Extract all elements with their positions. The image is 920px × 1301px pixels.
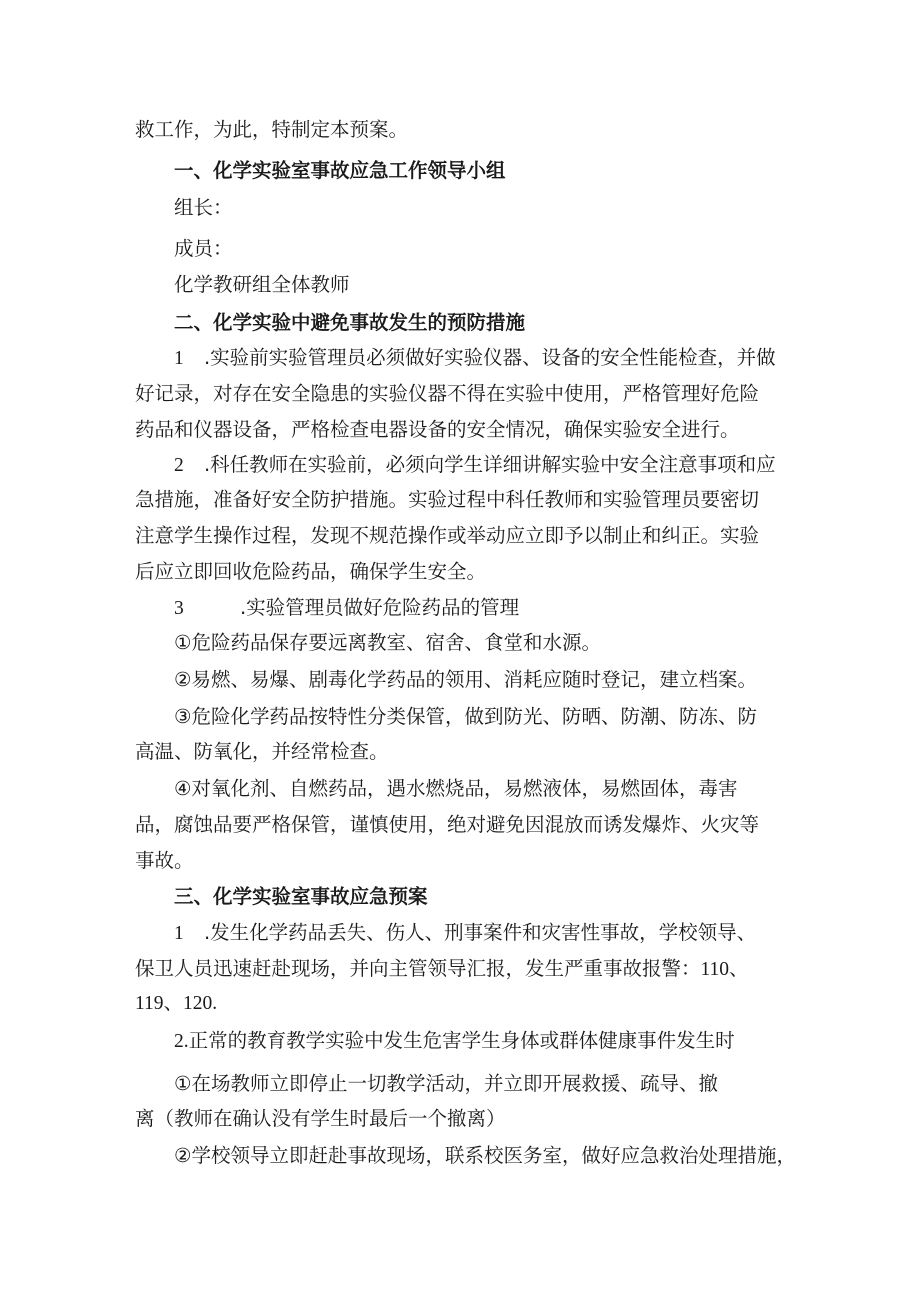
paragraph-line [174, 595, 519, 622]
paragraph-line [174, 1028, 735, 1055]
list-item: ②易燃、易爆、剧毒化学药品的领用、消耗应随时登记，建立档案。 [174, 668, 757, 691]
paragraph-text: .发生化学药品丢失、伤人、刑事案件和灾害性事故，学校领导、 [203, 921, 757, 944]
item-number: 2 [174, 455, 184, 476]
item-number: 1 [174, 348, 184, 369]
paragraph-line [135, 956, 749, 983]
item-number: 1 [174, 923, 184, 944]
paragraph-text: .科任教师在实验前，必须向学生详细讲解实验中安全注意事项和应 [203, 453, 776, 476]
paragraph-line: 注意学生操作过程，发现不规范操作或举动应立即予以制止和纠正。实验 [135, 524, 760, 547]
paragraph-line: 后应立即回收危险药品，确保学生安全。 [135, 560, 487, 583]
text-line: 组长： [174, 196, 233, 219]
list-item: ③危险化学药品按特性分类保管，做到防光、防晒、防潮、防冻、防 [174, 705, 757, 728]
list-item: ②学校领导立即赶赴事故现场，联系校医务室，做好应急救治处理措施， [174, 1144, 796, 1167]
paragraph-line: 药品和仪器设备，严格检查电器设备的安全情况，确保实验安全进行。 [135, 418, 740, 441]
paragraph-line [174, 345, 776, 372]
paragraph-line: 119、120. [135, 993, 218, 1014]
list-item: 事故。 [135, 849, 194, 872]
list-item: ①在场教师立即停止一切教学活动，并立即开展救援、疏导、撤 [174, 1072, 718, 1095]
paragraph-text: .实验前实验管理员必须做好实验仪器、设备的安全性能检查，并做 [203, 346, 776, 369]
paragraph-line [174, 920, 756, 947]
section-heading-1: 一、化学实验室事故应急工作领导小组 [174, 159, 506, 182]
paragraph-line [174, 452, 776, 479]
section-heading-3: 三、化学实验室事故应急预案 [174, 885, 428, 908]
list-item: 品，腐蚀品要严格保管，谨慎使用，绝对避免因混放而诱发爆炸、火灾等 [135, 813, 760, 836]
paragraph-text: 正常的教育教学实验中发生危害学生身体或群体健康事件发生时 [188, 1029, 735, 1052]
list-item: 高温、防氧化，并经常检查。 [135, 740, 389, 763]
item-number: 3 [174, 598, 184, 619]
section-heading-2: 二、化学实验中避免事故发生的预防措施 [174, 311, 526, 334]
list-item: ④对氧化剂、自燃药品，遇水燃烧品，易燃液体，易燃固体，毒害 [174, 777, 738, 800]
list-item: 离（教师在确认没有学生时最后一个撤离） [135, 1107, 506, 1130]
text-line: 成员： [174, 237, 233, 260]
paragraph-text: .实验管理员做好危险药品的管理 [239, 596, 520, 619]
item-number: 2. [174, 1031, 189, 1052]
text-line: 救工作，为此，特制定本预案。 [135, 118, 409, 141]
text-line: 化学教研组全体教师 [174, 273, 350, 296]
paragraph-line: 急措施，准备好安全防护措施。实验过程中科任教师和实验管理员要密切 [135, 488, 760, 511]
paragraph-text: 保卫人员迅速赶赴现场，并向主管领导汇报，发生严重事故报警： [135, 957, 701, 980]
paragraph-line: 好记录，对存在安全隐患的实验仪器不得在实验中使用，严格管理好危险 [135, 382, 760, 405]
alarm-number: 110、 [700, 959, 749, 980]
list-item: ①危险药品保存要远离教室、宿舍、食堂和水源。 [174, 631, 601, 654]
